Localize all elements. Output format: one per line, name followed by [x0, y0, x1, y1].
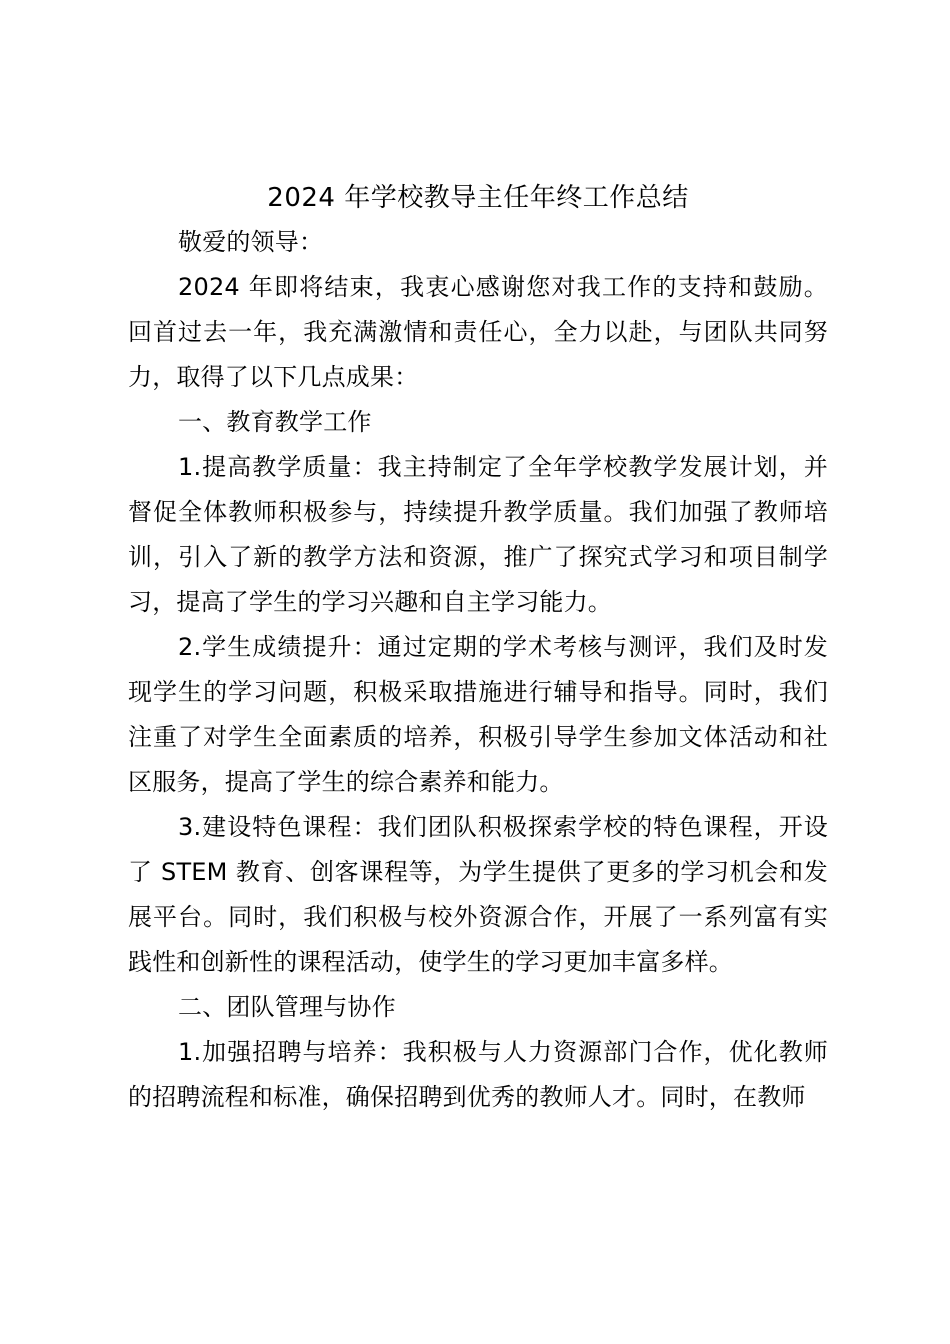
- paragraph-teaching-quality: 1.提高教学质量：我主持制定了全年学校教学发展计划，并督促全体教师积极参与，持续提升教学质量。我们加强了教师培训，引入了新的教学方法和资源，推广了探究式学习和项目制学习，提高了学生的学习兴趣和自主学习能力。: [128, 453, 828, 616]
- document-title: 2024 年学校教导主任年终工作总结: [267, 183, 689, 213]
- paragraph-student-scores: 2.学生成绩提升：通过定期的学术考核与测评，我们及时发现学生的学习问题，积极采取措施进行辅导和指导。同时，我们注重了对学生全面素质的培养，积极引导学生参加文体活动和社区服务，提高了学生的综合素养和能力。: [128, 633, 828, 796]
- section-heading-teaching: 一、教育教学工作: [178, 408, 372, 436]
- document-body: [128, 174, 828, 1120]
- paragraph-featured-courses: 3.建设特色课程：我们团队积极探索学校的特色课程，开设了 STEM 教育、创客课程等，为学生提供了更多的学习机会和发展平台。同时，我们积极与校外资源合作，开展了一系列富有实践性和创新性的课程活动，使学生的学习更加丰富多样。: [128, 813, 828, 976]
- section-heading-team: 二、团队管理与协作: [178, 993, 396, 1021]
- salutation: 敬爱的领导：: [178, 228, 324, 256]
- intro-paragraph: 2024 年即将结束，我衷心感谢您对我工作的支持和鼓励。回首过去一年，我充满激情和责任心，全力以赴，与团队共同努力，取得了以下几点成果：: [128, 273, 828, 391]
- paragraph-recruitment: 1.加强招聘与培养：我积极与人力资源部门合作，优化教师的招聘流程和标准，确保招聘到优秀的教师人才。同时，在教师: [128, 1038, 828, 1111]
